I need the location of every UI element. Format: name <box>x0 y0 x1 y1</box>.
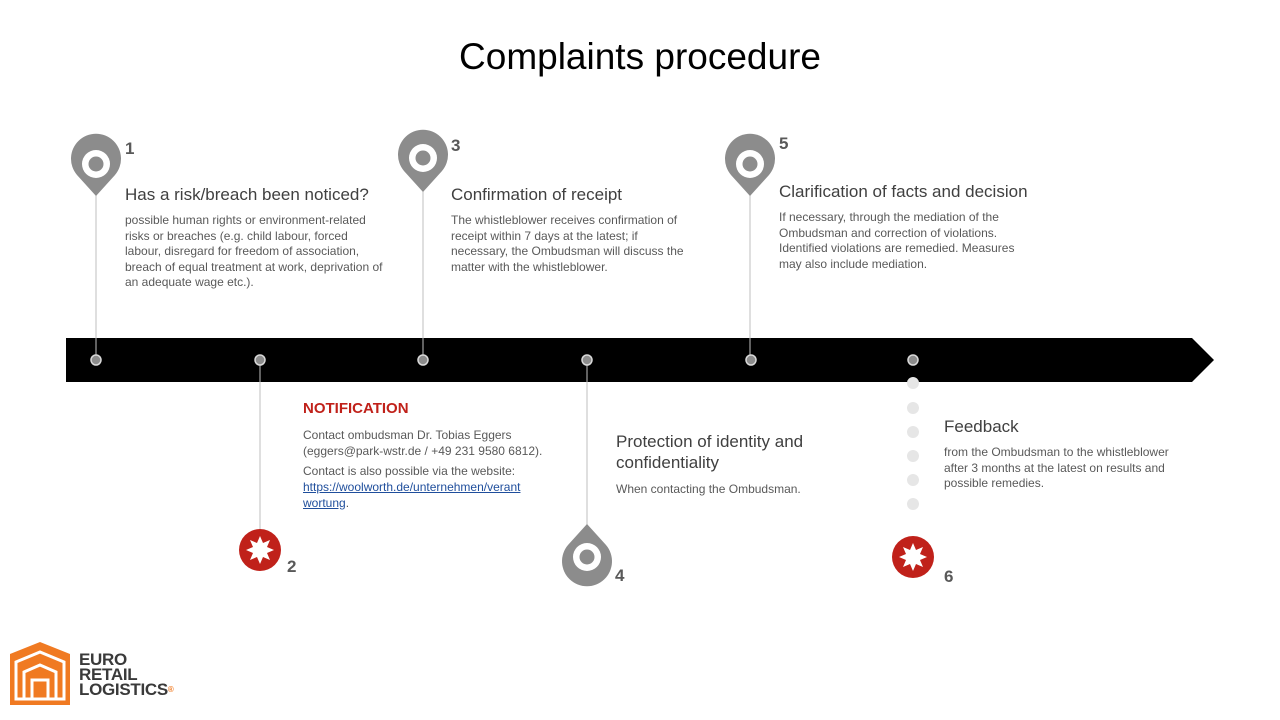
website-link[interactable] <box>303 480 520 510</box>
step-6-heading: Feedback <box>944 417 1019 436</box>
timeline-dot-2 <box>255 355 265 365</box>
step-4-body: When contacting the Ombudsman. <box>616 482 801 496</box>
website-link-line-1: https://woolworth.de/unternehmen/verant <box>303 480 521 494</box>
step-4-heading: Protection of identity and confidentiality <box>616 432 804 472</box>
step-2-heading: NOTIFICATION <box>303 400 409 417</box>
page-title: Complaints procedure <box>459 36 821 77</box>
location-pin-icon-1 <box>71 134 121 196</box>
step-6-body: from the Ombudsman to the whistleblower after 3 months at the latest on results and possible remedies. <box>944 445 1169 490</box>
website-link-suffix: . <box>345 495 350 510</box>
step-1-body: possible human rights or environment-related risks or breaches (e.g. child labour, forced labour, disregard for freedom of association, breach of equal treatment at work, deprivation of an adequate wage etc.). <box>125 213 383 289</box>
feedback-dotted-line <box>907 377 919 510</box>
step-5-body: If necessary, through the mediation of the Ombudsman and correction of violations. Identified violations are remedied. Measures may also include mediation. <box>779 210 1015 271</box>
logo-line-2: RETAIL <box>79 665 138 684</box>
alert-burst-icon-2 <box>239 529 281 571</box>
alert-burst-icon-6 <box>892 536 934 578</box>
location-pin-icon-4 <box>562 524 612 586</box>
company-logo-text <box>79 652 174 697</box>
step-5-number: 5 <box>779 134 789 153</box>
timeline-arrow <box>66 338 1214 382</box>
step-5-heading: Clarification of facts and decision <box>779 182 1028 201</box>
step-3-body: The whistleblower receives confirmation of receipt within 7 days at the latest; if necessary, the Ombudsman will discuss the matter with the whistleblower. <box>451 213 684 274</box>
location-pin-icon-5 <box>725 134 775 196</box>
logo-line-3: LOGISTICS <box>79 680 168 699</box>
step-3-number: 3 <box>451 136 461 155</box>
timeline-dot-3 <box>418 355 428 365</box>
logo-registered-mark: ® <box>167 685 174 694</box>
timeline-dot-1 <box>91 355 101 365</box>
step-2-body: Contact ombudsman Dr. Tobias Eggers (eggers@park-wstr.de / +49 231 9580 6812). <box>303 428 543 458</box>
timeline-dot-5 <box>746 355 756 365</box>
timeline-dot-4 <box>582 355 592 365</box>
logo-line-3-wrap <box>79 682 174 697</box>
step-6-number: 6 <box>944 567 954 586</box>
step-2-number: 2 <box>287 557 297 576</box>
step-3-heading: Confirmation of receipt <box>451 185 623 204</box>
location-pin-icon-3 <box>398 130 448 192</box>
step-1-number: 1 <box>125 139 135 158</box>
company-logo-icon <box>10 642 70 705</box>
step-2-website-text: Contact is also possible via the website: <box>303 464 516 478</box>
step-4-number: 4 <box>615 566 625 585</box>
step-2-link-block <box>303 480 565 511</box>
timeline-dot-6 <box>908 355 918 365</box>
website-link-line-2: wortung <box>303 495 346 510</box>
logo-line-1: EURO <box>79 650 127 669</box>
step-1-heading: Has a risk/breach been noticed? <box>125 185 369 204</box>
